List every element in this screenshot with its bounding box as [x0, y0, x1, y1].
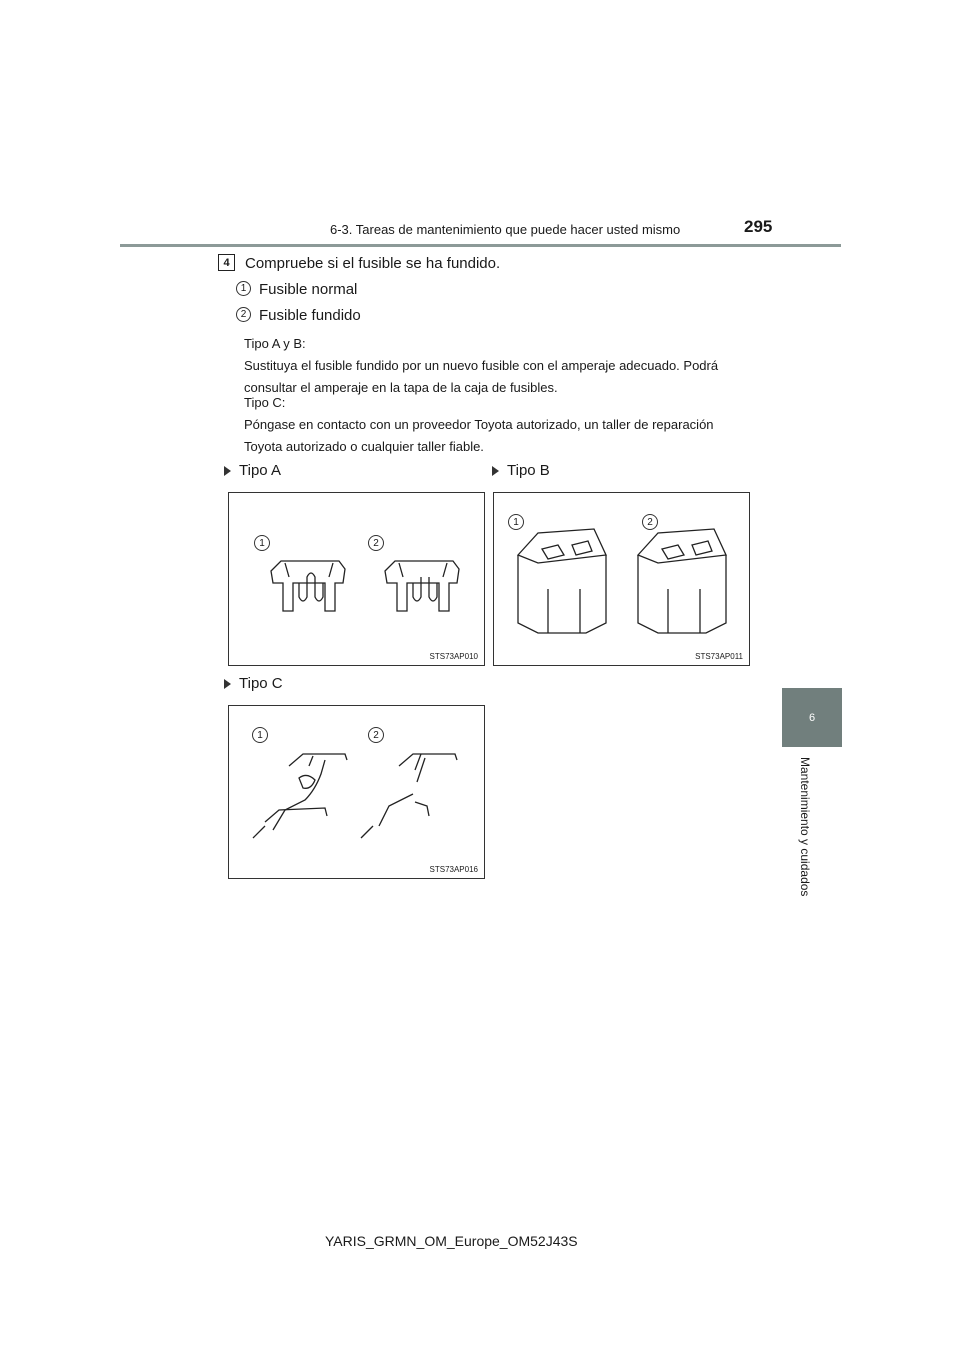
triangle-bullet-icon — [224, 466, 231, 476]
document-id: YARIS_GRMN_OM_Europe_OM52J43S — [325, 1233, 578, 1249]
section-title: 6-3. Tareas de mantenimiento que puede hacer usted mismo — [330, 222, 681, 237]
item-label-normal: Fusible normal — [259, 281, 358, 298]
triangle-bullet-icon — [492, 466, 499, 476]
item-label-blown: Fusible fundido — [259, 307, 361, 324]
page-number: 295 — [744, 217, 773, 236]
chapter-tab: 6 — [782, 688, 842, 747]
type-a-heading: Tipo A — [224, 462, 281, 479]
figure-code: STS73AP011 — [695, 652, 743, 661]
paragraph-body: Póngase en contacto con un proveedor Toyota autorizado, un taller de reparación Toyota autorizado o cualquier taller fiable. — [244, 417, 714, 454]
cartridge-fuse-illustration — [494, 493, 751, 667]
figure-type-b — [493, 492, 750, 666]
step-instruction: Compruebe si el fusible se ha fundido. — [245, 255, 501, 272]
step-number-box: 4 — [218, 254, 235, 271]
header-divider — [120, 244, 841, 247]
type-b-heading: Tipo B — [492, 462, 550, 479]
chapter-label: Mantenimiento y cuidados — [798, 757, 812, 897]
paragraph-body: Sustituya el fusible fundido por un nuevo fusible con el amperaje adecuado. Podrá consultar el amperaje en la tapa de la caja de fusibles. — [244, 358, 719, 395]
callout-1: 1 — [254, 535, 270, 551]
paragraph-heading: Tipo A y B: — [244, 336, 306, 351]
callout-2: 2 — [368, 727, 384, 743]
blade-fuse-illustration — [229, 493, 486, 667]
figure-code: STS73AP016 — [429, 865, 478, 874]
figure-type-a — [228, 492, 485, 666]
item-number-1: 1 — [236, 281, 251, 296]
callout-1: 1 — [252, 727, 268, 743]
callout-1: 1 — [508, 514, 524, 530]
figure-type-c — [228, 705, 485, 879]
triangle-bullet-icon — [224, 679, 231, 689]
paragraph-type-c — [244, 392, 749, 458]
paragraph-type-ab — [244, 333, 749, 399]
item-number-2: 2 — [236, 307, 251, 322]
callout-2: 2 — [368, 535, 384, 551]
paragraph-heading: Tipo C: — [244, 395, 286, 410]
type-c-heading: Tipo C — [224, 675, 283, 692]
figure-code: STS73AP010 — [429, 652, 478, 661]
callout-2: 2 — [642, 514, 658, 530]
